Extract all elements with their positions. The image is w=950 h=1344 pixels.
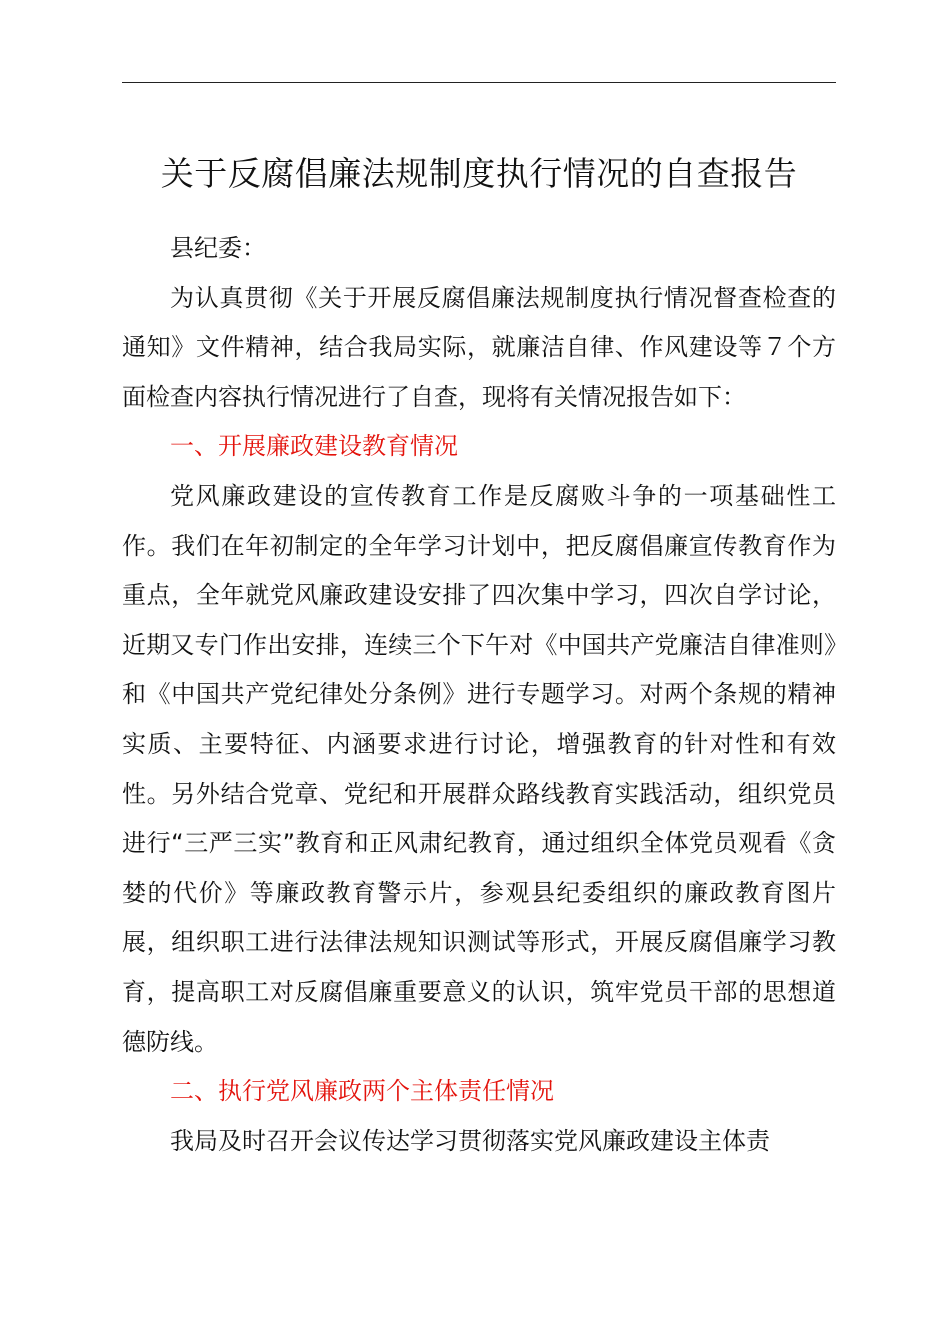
salutation: 县纪委：	[170, 234, 266, 262]
intro-paragraph: 为认真贯彻《关于开展反腐倡廉法规制度执行情况督查检查的通知》文件精神，结合我局实际，就廉洁自律、作风建设等７个方面检查内容执行情况进行了自查，现将有关情况报告如下：	[122, 283, 836, 411]
section-1-paragraph: 党风廉政建设的宣传教育工作是反腐败斗争的一项基础性工作。我们在年初制定的全年学习计划中，把反腐倡廉宣传教育作为重点，全年就党风廉政建设安排了四次集中学习，四次自学讨论，近期又专门作出安排，连续三个下午对《中国共产党廉洁自律准则》和《中国共产党纪律处分条例》进行专题学习。对两个条规的精神实质、主要特征、内涵要求进行讨论，增强教育的针对性和有效性。另外结合党章、党纪和开展群众路线教育实践活动，组织党员进行“三严三实”教育和正风肃纪教育，通过组织全体党员观看《贪婪的代价》等廉政教育警示片，参观县纪委组织的廉政教育图片展，组织职工进行法律法规知识测试等形式，开展反腐倡廉学习教育，提高职工对反腐倡廉重要意义的认识，筑牢党员干部的思想道德防线。	[122, 481, 836, 1056]
section-2-paragraph: 我局及时召开会议传达学习贯彻落实党风廉政建设主体责	[170, 1126, 770, 1155]
top-rule	[122, 82, 836, 83]
document-body	[122, 224, 836, 1166]
document-title: 关于反腐倡廉法规制度执行情况的自查报告	[160, 154, 798, 193]
section-heading-1: 一、开展廉政建设教育情况	[170, 432, 458, 461]
section-heading-2: 二、执行党风廉政两个主体责任情况	[170, 1077, 554, 1106]
